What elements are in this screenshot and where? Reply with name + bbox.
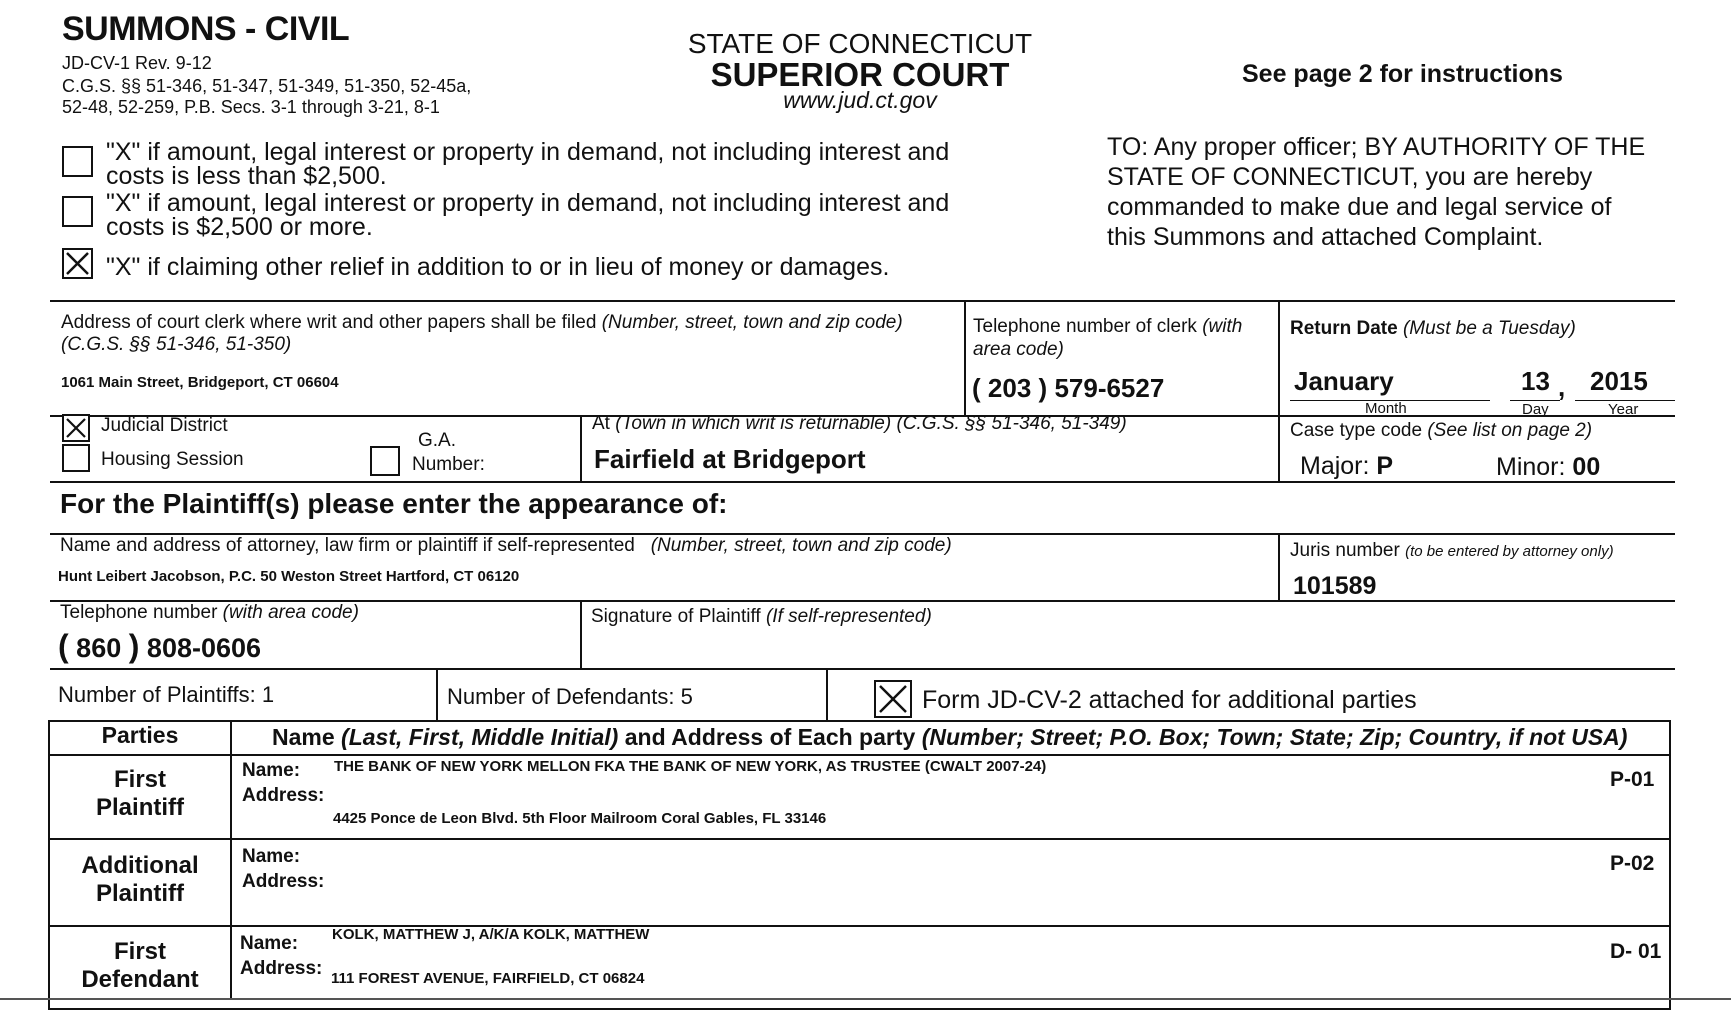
name-label: Name: [240,933,299,954]
amount-less-than-checkbox[interactable] [62,146,93,177]
divider [50,668,1675,670]
x-mark-icon [64,250,91,277]
month-caption: Month [1365,400,1407,417]
attorney-phone-label: Telephone number (with area code) [60,602,359,623]
divider [580,415,582,482]
day-caption: Day [1522,401,1549,418]
statutes-line-1: C.G.S. §§ 51-346, 51-347, 51-349, 51-350, 52-45a, [62,76,472,96]
ga-label: G.A. [418,430,457,451]
ga-number-label: Number: [412,454,485,475]
juris-label: Juris number (to be entered by attorney only) [1290,540,1614,561]
divider [1278,300,1280,482]
to-officer-line-2: STATE OF CONNECTICUT, you are hereby [1107,163,1593,191]
attorney-value[interactable]: Hunt Leibert Jacobson, P.C. 50 Weston Street Hartford, CT 06120 [58,568,520,585]
party-code: D- 01 [1610,940,1662,963]
plaintiffs-count: Number of Plaintiffs: 1 [58,682,275,707]
amount-more-than-checkbox[interactable] [62,196,93,227]
party-address-value[interactable]: 111 FOREST AVENUE, FAIRFIELD, CT 06824 [331,970,645,987]
court-name: SUPERIOR COURT [710,56,1010,93]
divider [50,481,1675,483]
judicial-district-checkbox[interactable] [62,414,90,442]
name-label: Name: [242,846,301,867]
divider [48,754,1671,756]
clerk-address-statutes: (C.G.S. §§ 51-346, 51-350) [61,334,292,355]
court-website[interactable]: www.jud.ct.gov [783,87,937,113]
attorney-phone-value[interactable]: ( 860 ) 808-0606 [58,628,262,664]
x-mark-icon [876,682,910,716]
return-month-value[interactable]: January [1294,366,1394,396]
clerk-phone-label: Telephone number of clerk (with [973,316,1243,337]
other-relief-label: "X" if claiming other relief in addition to or in lieu of money or damages. [106,253,890,281]
amount-more-than-label-2: costs is $2,500 or more. [106,213,373,241]
statutes-line-2: 52-48, 52-259, P.B. Secs. 3-1 through 3-21, 8-1 [62,97,440,117]
address-label: Address: [242,871,325,892]
signature-label: Signature of Plaintiff (If self-represented) [591,606,932,627]
parties-column-header: Parties [101,722,179,748]
divider [964,300,966,416]
form-attached-label: Form JD-CV-2 attached for additional parties [922,686,1417,714]
return-year-value[interactable]: 2015 [1590,366,1648,396]
amount-more-than-label-1: "X" if amount, legal interest or property in demand, not including interest and [106,189,950,217]
housing-session-label: Housing Session [101,449,244,470]
juris-value[interactable]: 101589 [1293,572,1377,600]
to-officer-line-4: this Summons and attached Complaint. [1107,223,1544,251]
divider [580,600,582,668]
clerk-phone-value[interactable]: ( 203 ) 579-6527 [972,373,1165,403]
case-minor: Minor: 00 [1496,453,1601,481]
party-code: P-02 [1610,852,1655,875]
divider [48,838,1671,840]
case-major: Major: P [1300,452,1394,480]
to-officer-line-3: commanded to make due and legal service of [1107,193,1612,221]
signature-field[interactable] [590,630,1270,666]
return-day-value[interactable]: 13 [1521,366,1550,396]
x-mark-icon [64,416,88,440]
clerk-address-label: Address of court clerk where writ and other papers shall be filed (Number, street, town and zip code) [61,312,903,333]
form-attached-checkbox[interactable] [874,680,912,718]
housing-session-checkbox[interactable] [62,444,90,472]
return-date-comma: , [1558,372,1566,402]
case-type-label: Case type code (See list on page 2) [1290,420,1593,441]
clerk-address-value[interactable]: 1061 Main Street, Bridgeport, CT 06604 [61,374,339,391]
party-label-first-plaintiff: First Plaintiff [96,766,184,821]
appearance-heading: For the Plaintiff(s) please enter the appearance of: [60,488,728,519]
name-label: Name: [242,760,301,781]
amount-less-than-label-2: costs is less than $2,500. [106,162,387,190]
address-label: Address: [242,785,325,806]
party-code: P-01 [1610,768,1655,791]
defendants-count: Number of Defendants: 5 [447,684,693,709]
divider [230,720,232,1000]
ga-checkbox[interactable] [370,446,400,476]
instructions-note: See page 2 for instructions [1242,60,1563,88]
divider [436,668,438,721]
at-label: At (Town in which writ is returnable) (C.G.S. §§ 51-346, 51-349) [592,413,1127,434]
year-caption: Year [1608,401,1639,418]
divider [826,668,828,721]
divider [50,300,1675,302]
party-address-value[interactable]: 4425 Ponce de Leon Blvd. 5th Floor Mailroom Coral Gables, FL 33146 [333,810,827,827]
name-column-header: Name (Last, First, Middle Initial) and Address of Each party (Number; Street; P.O. Box; Town; State; Zip; Country, if not USA) [272,724,1628,750]
at-value[interactable]: Fairfield at Bridgeport [594,444,866,474]
to-officer-line-1: TO: Any proper officer; BY AUTHORITY OF THE [1107,133,1646,161]
other-relief-checkbox[interactable] [62,248,93,279]
divider [48,925,1671,927]
return-date-label: Return Date (Must be a Tuesday) [1290,318,1576,339]
form-title: SUMMONS - CIVIL [62,10,350,48]
divider [1278,533,1280,601]
state-name: STATE OF CONNECTICUT [687,28,1033,59]
clerk-phone-hint: area code) [973,339,1064,360]
form-number: JD-CV-1 Rev. 9-12 [62,53,212,73]
attorney-label: Name and address of attorney, law firm or plaintiff if self-represented (Number, street, town and zip code) [60,535,952,556]
party-label-additional-plaintiff: Additional Plaintiff [81,852,199,907]
party-label-first-defendant: First Defendant [81,938,199,993]
address-label: Address: [240,958,323,979]
party-name-value[interactable]: THE BANK OF NEW YORK MELLON FKA THE BANK OF NEW YORK, AS TRUSTEE (CWALT 2007-24) [334,758,1047,775]
judicial-district-label: Judicial District [101,415,228,436]
amount-less-than-label-1: "X" if amount, legal interest or property in demand, not including interest and [106,138,950,166]
party-name-value[interactable]: KOLK, MATTHEW J, A/K/A KOLK, MATTHEW [332,926,650,943]
